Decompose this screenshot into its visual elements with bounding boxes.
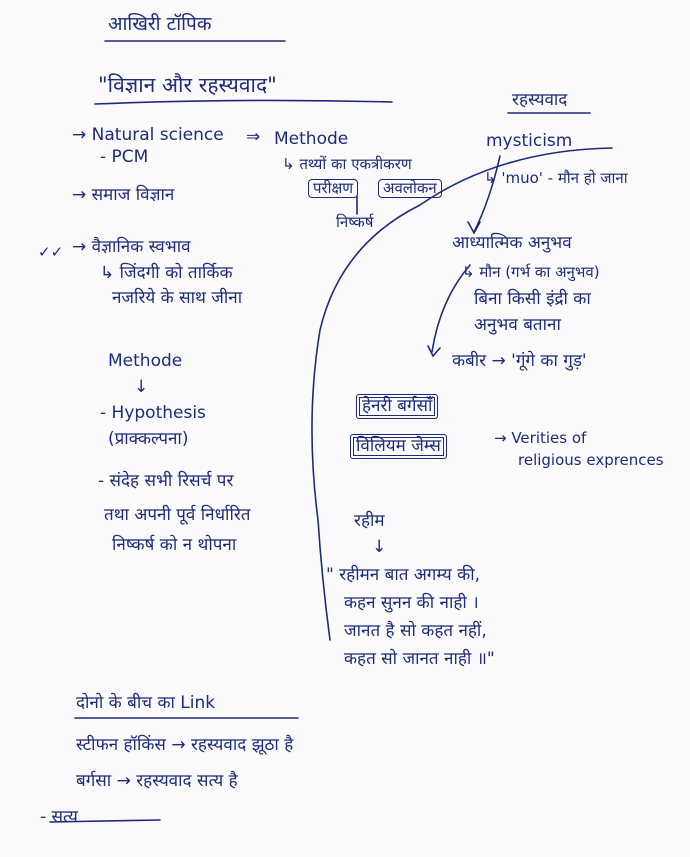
mysticism-arrowhead (468, 222, 480, 233)
verities-line1: → Verities of (494, 429, 587, 447)
praakkalpana-text: (प्राक्कल्पना) (108, 429, 189, 449)
bina-text: बिना किसी इंद्री का (474, 289, 591, 309)
tick-marks: ✓✓ (38, 243, 64, 261)
kabir-bracket-head (428, 346, 440, 356)
nazariye-text: नजरिये के साथ जीना (112, 288, 243, 308)
tathyon-text: ↳ तथ्यों का एकत्रीकरण (282, 155, 412, 173)
subtitle-underline (95, 100, 392, 104)
double-arrow: ⇒ (246, 127, 261, 147)
kabir-text: कबीर → 'गूंगे का गुड़' (452, 351, 587, 371)
zindagi-text: ↳ जिंदगी को तार्किक (100, 263, 233, 283)
doha-line1: " रहीमन बात अगम्य की, (326, 565, 481, 585)
doha-line4: कहत सो जानत नाही ॥" (344, 649, 495, 669)
avlokan-box: अवलोकन (378, 179, 442, 198)
stephen-hawking-text: स्टीफन हॉकिंस → रहस्यवाद झूठा है (76, 735, 294, 755)
verities-line2: religious exprences (518, 451, 664, 469)
rahim-name: रहीम (354, 511, 385, 531)
henri-bergson-box: हेनरी बर्गसाँ (356, 394, 438, 419)
hypothesis-text: - Hypothesis (100, 403, 206, 423)
muo-text: ↳ 'muo' - मौन हो जाना (484, 169, 628, 187)
doha-line2: कहन सुनन की नाही । (344, 593, 479, 613)
methode-heading: Methode (108, 351, 183, 371)
doha-line3: जानत है सो कहत नहीं, (344, 621, 487, 641)
center-methode-text: Methode (274, 129, 349, 149)
maun-text: ↳ मौन (गर्भ का अनुभव) (462, 263, 600, 281)
william-james-box: विलियम जेम्स (350, 434, 447, 459)
methode-arrow: ↓ (134, 377, 149, 397)
nishkarsh-thopna-text: निष्कर्ष को न थोपना (112, 535, 237, 555)
samaj-vigyan-text: → समाज विज्ञान (72, 185, 175, 205)
link-heading: दोनो के बीच का Link (76, 693, 216, 713)
bergson-text: बर्गसा → रहस्यवाद सत्य है (76, 771, 238, 791)
page-title: आखिरी टॉपिक (108, 13, 212, 35)
mysticism-text: mysticism (486, 131, 573, 151)
anubhav-batana-text: अनुभव बताना (474, 315, 561, 335)
sandeh-text: - संदेह सभी रिसर्च पर (98, 471, 234, 491)
rahim-arrow: ↓ (372, 537, 387, 557)
parikshan-box: परीक्षण (308, 179, 358, 198)
pcm-text: - PCM (100, 147, 149, 167)
tatha-text: तथा अपनी पूर्व निर्धारित (104, 505, 251, 525)
satya-text: - सत्य (40, 807, 78, 827)
rahasyavad-heading: रहस्यवाद (512, 90, 568, 110)
vaigyanik-svabhav-text: → वैज्ञानिक स्वभाव (72, 237, 191, 257)
mysticism-arrow (474, 156, 500, 232)
nishkarsh-text: निष्कर्ष (336, 213, 374, 231)
page-subtitle: "विज्ञान और रहस्यवाद" (98, 73, 277, 97)
adhyatmik-anubhav-text: आध्यात्मिक अनुभव (452, 233, 572, 253)
natural-science-text: → Natural science (72, 125, 224, 145)
